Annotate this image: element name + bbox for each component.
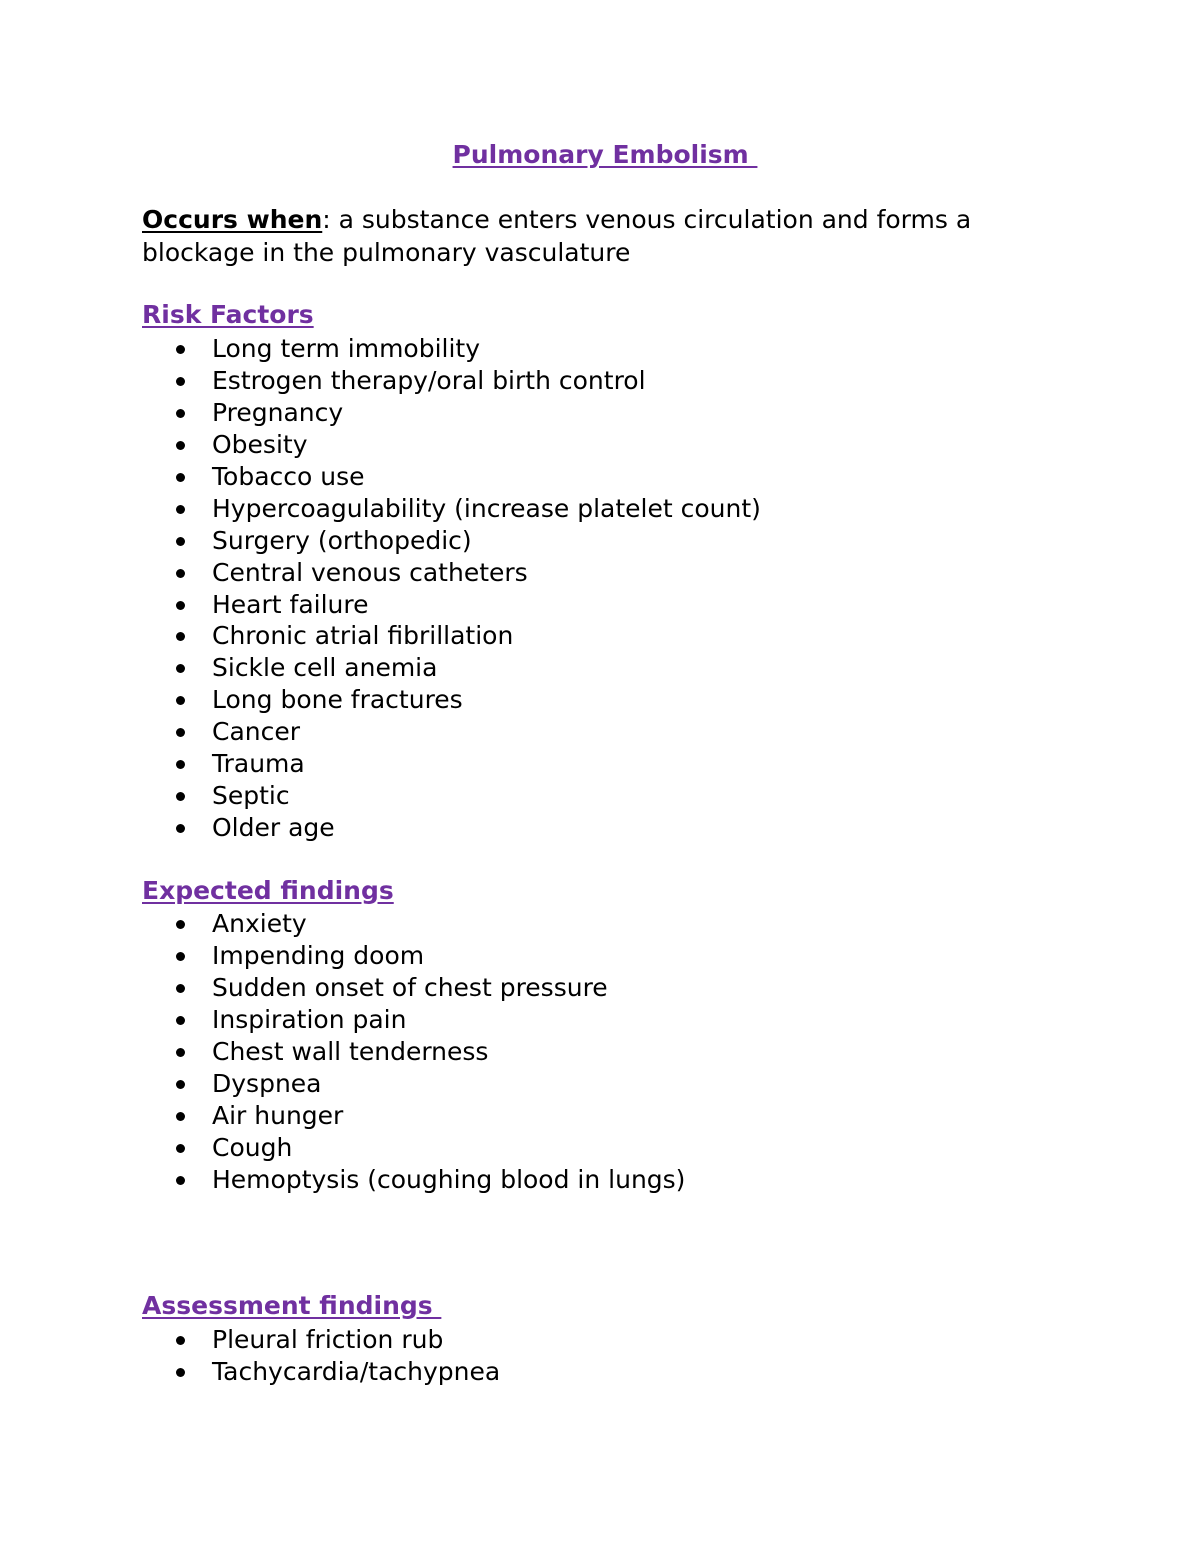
list-item-text: Chest wall tenderness [212,1036,489,1066]
list-item-text: Tobacco use [212,461,365,491]
assessment-findings-list [0,1324,500,1388]
bullet-dot-icon [176,1176,185,1185]
list-item [0,1100,685,1132]
list-item [0,493,761,525]
list-item [0,748,761,780]
list-item-text: Dyspnea [212,1068,322,1098]
bullet-dot-icon [176,664,185,673]
bullet-dot-icon [176,1048,185,1057]
bullet-dot-icon [176,792,185,801]
list-item-text: Surgery (orthopedic) [212,525,472,555]
list-item [0,972,685,1004]
section-heading-assessment-findings: Assessment findings [142,1291,442,1320]
list-item-text: Estrogen therapy/oral birth control [212,365,646,395]
section-heading-expected-findings: Expected findings [142,876,394,905]
list-item [0,365,761,397]
list-item [0,429,761,461]
bullet-dot-icon [176,569,185,578]
list-item-text: Long bone fractures [212,685,463,715]
bullet-dot-icon [176,1080,185,1089]
intro-paragraph [142,204,1082,269]
list-item-text: Cough [212,1132,293,1162]
list-item-text: Trauma [212,749,305,779]
list-item [0,461,761,493]
list-item [0,780,761,812]
intro-label: Occurs when [142,205,323,234]
list-item [0,1324,500,1356]
list-item-text: Central venous catheters [212,557,528,587]
bullet-dot-icon [176,632,185,641]
document-title: Pulmonary Embolism [452,140,758,169]
list-item [0,1356,500,1388]
list-item [0,1164,685,1196]
list-item-text: Cancer [212,717,301,747]
bullet-dot-icon [176,409,185,418]
bullet-dot-icon [176,920,185,929]
list-item-text: Septic [212,781,290,811]
bullet-dot-icon [176,505,185,514]
bullet-dot-icon [176,1144,185,1153]
list-item-text: Pregnancy [212,397,344,427]
bullet-dot-icon [176,1016,185,1025]
list-item-text: Inspiration pain [212,1004,407,1034]
list-item [0,1036,685,1068]
list-item [0,684,761,716]
list-item-text: Heart failure [212,589,369,619]
list-item [0,1068,685,1100]
list-item-text: Impending doom [212,940,425,970]
list-item-text: Hypercoagulability (increase platelet count) [212,493,761,523]
list-item-text: Chronic atrial fibrillation [212,621,514,651]
risk-factors-list [0,333,761,844]
bullet-dot-icon [176,1336,185,1345]
list-item-text: Older age [212,813,335,843]
list-item-text: Anxiety [212,909,307,938]
bullet-dot-icon [176,537,185,546]
bullet-dot-icon [176,760,185,769]
list-item [0,1132,685,1164]
bullet-dot-icon [176,377,185,386]
list-item [0,620,761,652]
list-item [0,908,685,940]
bullet-dot-icon [176,1368,185,1377]
list-item [0,333,761,365]
bullet-dot-icon [176,441,185,450]
list-item [0,940,685,972]
list-item-text: Pleural friction rub [212,1325,444,1354]
bullet-dot-icon [176,345,185,354]
bullet-dot-icon [176,952,185,961]
bullet-dot-icon [176,984,185,993]
intro-text: a substance enters venous circulation and forms a blockage in the pulmonary vasculature [142,205,972,267]
list-item [0,716,761,748]
list-item [0,397,761,429]
expected-findings-list [0,908,685,1195]
list-item-text: Sudden onset of chest pressure [212,972,608,1002]
bullet-dot-icon [176,824,185,833]
list-item-text: Sickle cell anemia [212,653,438,683]
bullet-dot-icon [176,601,185,610]
bullet-dot-icon [176,1112,185,1121]
list-item [0,557,761,589]
section-heading-risk-factors: Risk Factors [142,300,314,329]
list-item-text: Obesity [212,429,308,459]
list-item-text: Long term immobility [212,334,481,363]
list-item [0,812,761,844]
list-item-text: Air hunger [212,1100,344,1130]
bullet-dot-icon [176,696,185,705]
list-item [0,652,761,684]
bullet-dot-icon [176,728,185,737]
intro-separator: : [322,205,331,234]
list-item [0,525,761,557]
bullet-dot-icon [176,473,185,482]
list-item [0,589,761,621]
list-item [0,1004,685,1036]
list-item-text: Tachycardia/tachypnea [212,1356,501,1386]
list-item-text: Hemoptysis (coughing blood in lungs) [212,1164,686,1194]
